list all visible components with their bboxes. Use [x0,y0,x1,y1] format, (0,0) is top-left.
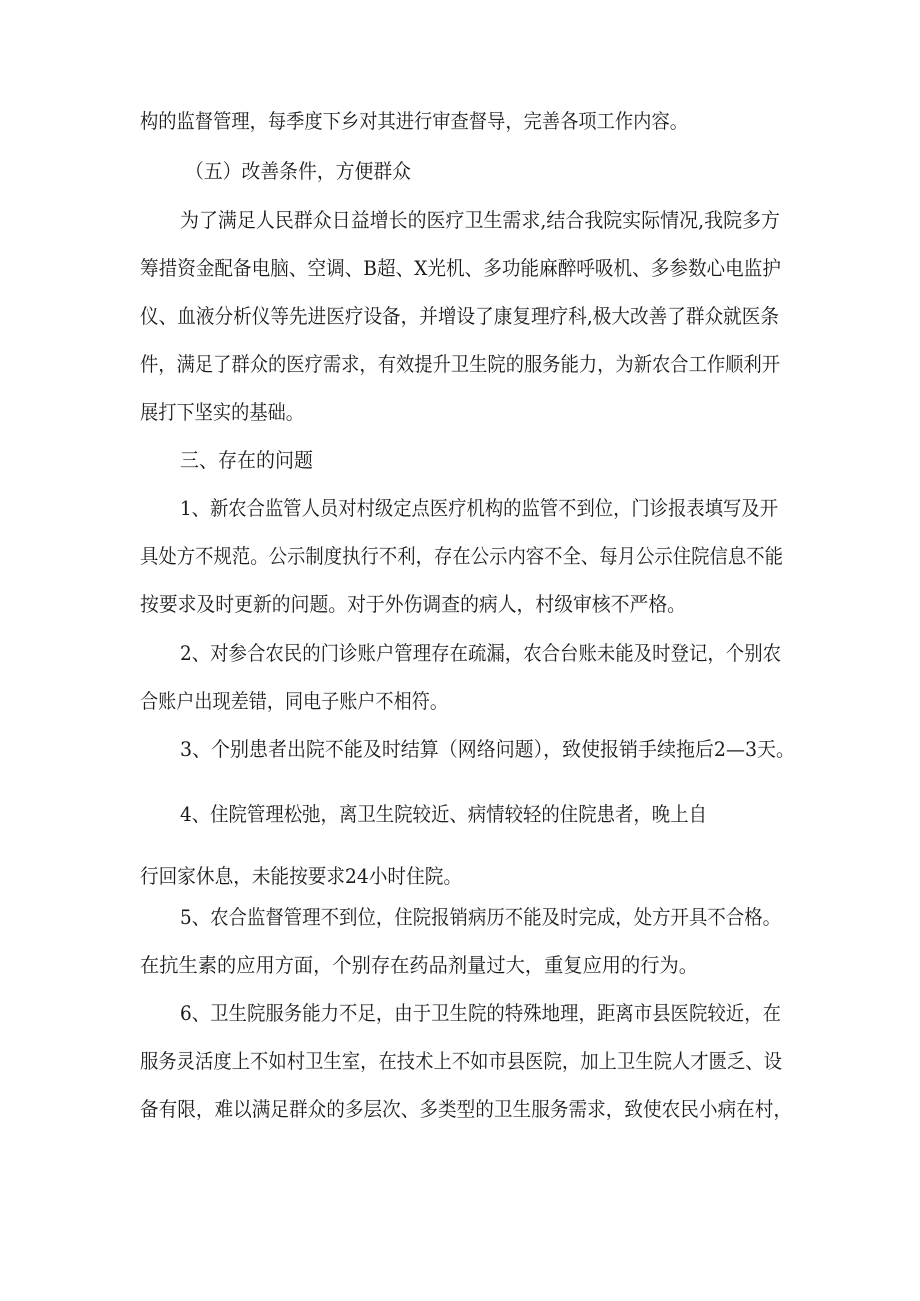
text-line: 6、卫生院服务能力不足，由于卫生院的特殊地理，距离市县医院较近，在 [180,1001,782,1025]
text-line: 为了满足人民群众日益增长的医疗卫生需求,结合我院实际情况,我院多方 [180,208,781,232]
text-line: 三、存在的问题 [180,448,313,472]
text-line: 3、个别患者出院不能及时结算（网络问题），致使报销手续拖后2—3天。 [180,737,796,761]
text-line: 4、住院管理松弛，离卫生院较近、病情较轻的住院患者，晚上自 [180,802,708,826]
text-line: 件，满足了群众的医疗需求，有效提升卫生院的服务能力，为新农合工作顺利开 [140,352,781,376]
text-line: （五）改善条件，方便群众 [185,159,412,183]
text-line: 展打下坚实的基础。 [140,400,304,424]
text-line: 2、对参合农民的门诊账户管理存在疏漏，农合台账未能及时登记，个别农 [180,641,782,665]
text-line: 服务灵活度上不如村卫生室，在技术上不如市县医院，加上卫生院人才匮乏、设 [140,1049,782,1073]
text-line: 备有限，难以满足群众的多层次、多类型的卫生服务需求，致使农民小病在村， [140,1097,792,1121]
text-line: 合账户出现差错，同电子账户不相符。 [140,689,449,713]
text-line: 筹措资金配备电脑、空调、B超、X光机、多功能麻醉呼吸机、多参数心电监护 [140,256,781,280]
text-line: 构的监督管理，每季度下乡对其进行审查督导，完善各项工作内容。 [140,109,688,133]
text-line: 在抗生素的应用方面，个别存在药品剂量过大，重复应用的行为。 [140,953,699,977]
text-line: 具处方不规范。公示制度执行不利，存在公示内容不全、每月公示住院信息不能 [140,544,784,568]
text-line: 1、新农合监管人员对村级定点医疗机构的监管不到位，门诊报表填写及开 [180,496,779,520]
text-line: 5、农合监督管理不到位，住院报销病历不能及时完成，处方开具不合格。 [180,905,782,929]
text-line: 仪、血液分析仪等先进医疗设备，并增设了康复理疗科,极大改善了群众就医条 [140,304,780,328]
text-line: 行回家休息，未能按要求24小时住院。 [140,864,462,888]
text-line: 按要求及时更新的问题。对于外伤调查的病人，村级审核不严格。 [140,592,687,616]
